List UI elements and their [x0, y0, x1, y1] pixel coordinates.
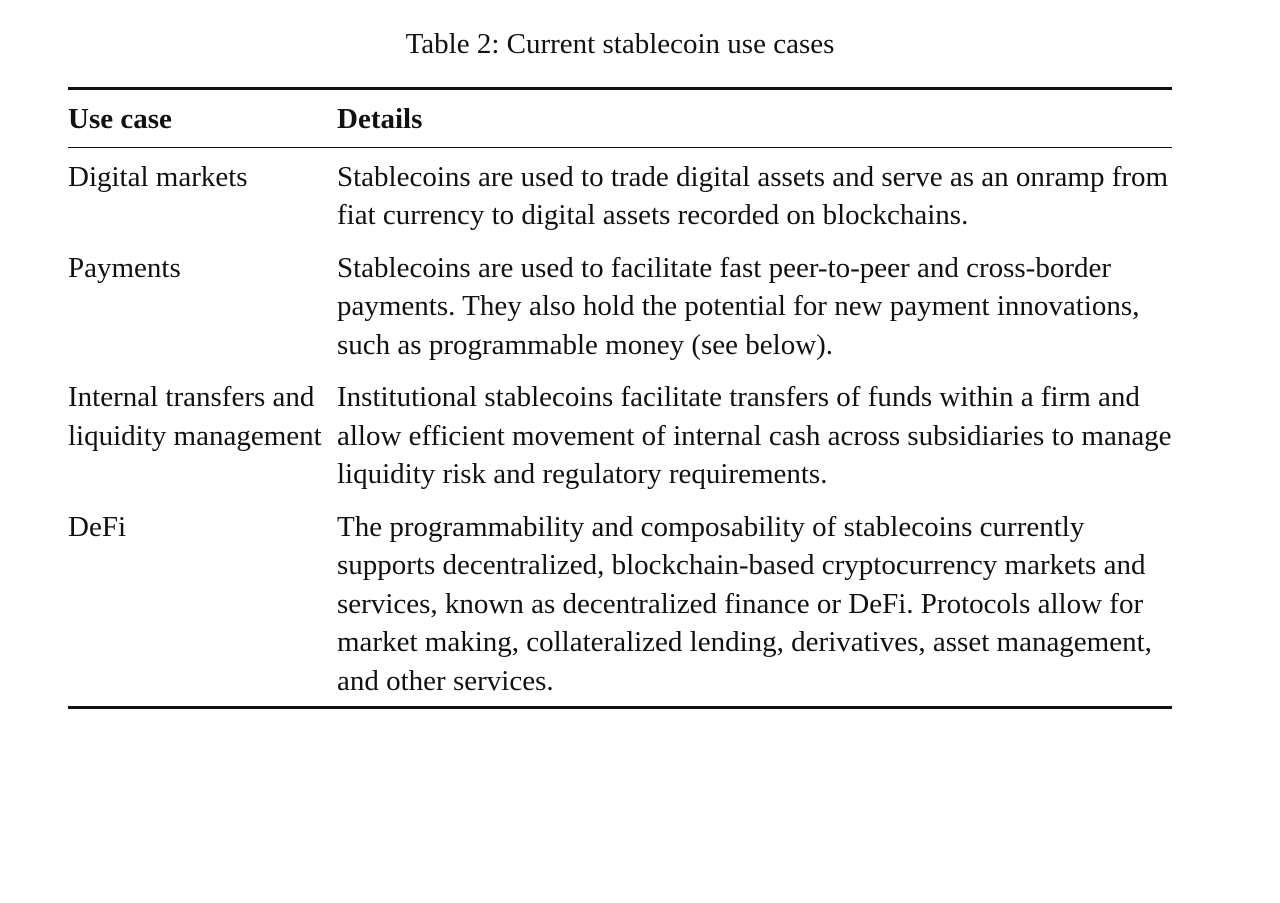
use-case-cell: Internal transfers and liquidity management — [68, 381, 322, 452]
details-cell: Stablecoins are used to trade digital assets and serve as an onramp from fiat currency to digital assets recorded on blockchains. — [337, 160, 1169, 231]
table-row — [68, 249, 1172, 379]
table-row — [68, 147, 1172, 249]
use-case-cell: DeFi — [68, 510, 126, 543]
table-row — [68, 508, 1172, 708]
details-cell: Stablecoins are used to facilitate fast peer-to-peer and cross-border payments. They also hold the potential for new payment innovations, such as programmable money (see below). — [337, 251, 1140, 361]
use-case-cell: Payments — [68, 251, 181, 284]
header-use-case: Use case — [68, 103, 172, 135]
details-cell: Institutional stablecoins facilitate transfers of funds within a firm and allow efficient movement of internal cash across subsidiaries to manage liquidity risk and regulatory requirements. — [337, 381, 1172, 490]
table-container — [68, 87, 1172, 709]
use-cases-table — [68, 87, 1172, 709]
details-cell: The programmability and composability of stablecoins currently supports decentralized, blockchain-based cryptocurrency markets and services, known as decentralized finance or DeFi. Protocols allow for market making, collateralized lending, derivatives, asset management, and other services. — [337, 510, 1152, 697]
table-row — [68, 378, 1172, 508]
use-case-cell: Digital markets — [68, 160, 248, 193]
header-details: Details — [337, 103, 423, 135]
table-header-row — [68, 89, 1172, 148]
table-caption: Table 2: Current stablecoin use cases — [405, 28, 835, 60]
